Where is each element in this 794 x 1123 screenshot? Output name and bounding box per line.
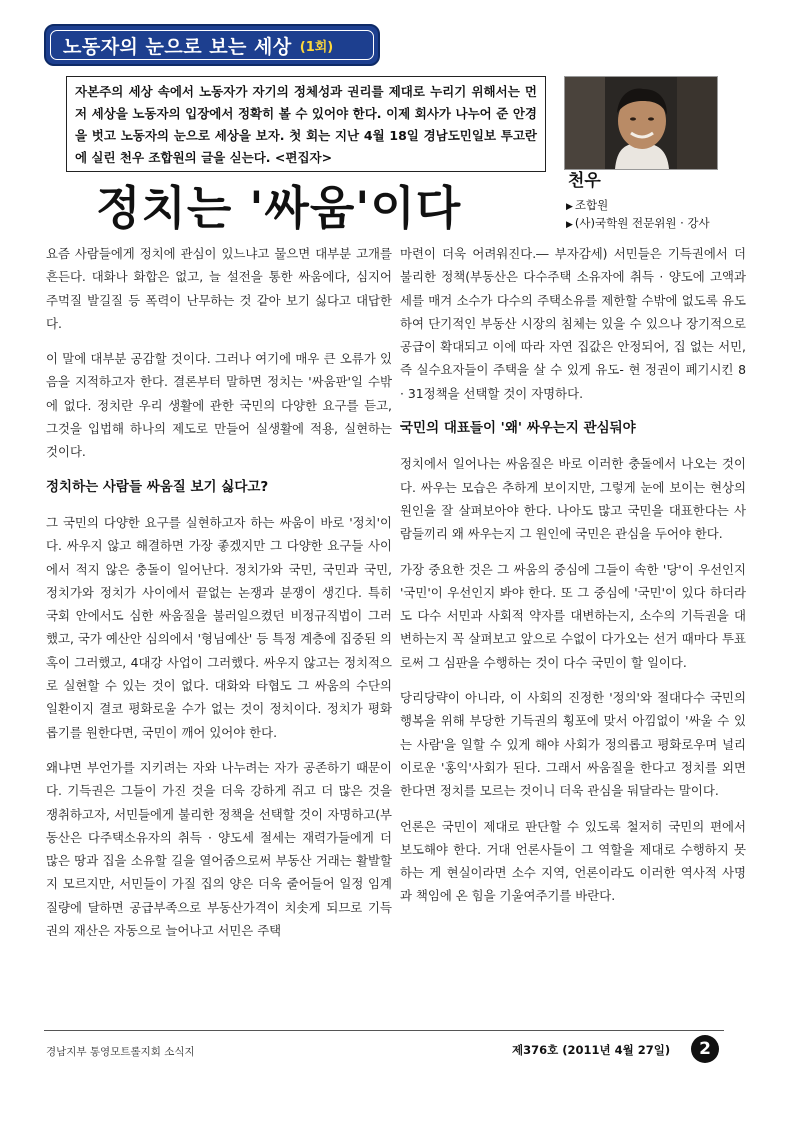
series-number: (1회) bbox=[299, 39, 334, 55]
article-right-column bbox=[400, 242, 746, 920]
paragraph: 왜냐면 부언가를 지키려는 자와 나누려는 자가 공존하기 때문이다. 기득권은 그들이 가진 것을 더욱 강하게 쥐고 더 많은 것을 쟁취하고자, 서민들에게 불리한 정책을 선택할 것이 자명하고(부동산은 다주택소유자의 취득 · 양도세 절세는 재력가들에게 더 많은 땅과 집을 소유할 길을 열어줌으로써 부동산 거래는 활발할지 모르지만, 서민들이 가질 집의 양은 더욱 줄어들어 일정 임계질량에 달하면 공급부족으로 부동산가격이 치솟게 되므로 기득권의 재산은 자동으로 늘어나고 서민은 주택 bbox=[46, 759, 392, 939]
series-badge bbox=[44, 24, 380, 66]
triangle-bullet-icon: ▶ bbox=[566, 220, 573, 230]
author-photo bbox=[564, 76, 718, 170]
article-headline: 정치는 '싸움'이다 bbox=[96, 181, 462, 235]
footer-issue: 제376호 (2011년 4월 27일) bbox=[512, 1043, 671, 1057]
footer-divider bbox=[44, 1030, 724, 1031]
section-heading: 국민의 대표들이 '왜' 싸우는지 관심둬야 bbox=[400, 420, 636, 437]
paragraph: 이 말에 대부분 공감할 것이다. 그러나 여기에 매우 큰 오류가 있음을 지적하고자 한다. 결론부터 말하면 정치는 '싸움판'일 수밖에 없다. 정치란 우리 생활에 관한 국민의 다양한 요구를 듣고, 그것을 입법해 하나의 제도로 만들어 실생활에 적용, 실현하는 것이다. bbox=[46, 351, 392, 460]
paragraph: 요즘 사람들에게 정치에 관심이 있느냐고 물으면 대부분 고개를 흔든다. 대화나 화합은 없고, 늘 설전을 통한 싸움에다, 심지어 주먹질 발길질 등 폭력이 난무하는 것 같아 보기 싫다고 대답한다. bbox=[46, 246, 392, 331]
paragraph: 그 국민의 다양한 요구를 실현하고자 하는 싸움이 바로 '정치'이다. 싸우지 않고 해결하면 가장 좋겠지만 그 다양한 요구들 사이에서 적지 않은 충돌이 일어난다. 정치가와 국민, 국민과 국민, 정치가와 정치가 사이에서 끝없는 논쟁과 분쟁이 생긴다. 특히 국회 안에서도 심한 싸움질을 불러일으켰던 비정규직법이 그러했고, 국가 예산안 심의에서 '형님예산' 등 특정 계층에 집중된 의혹이 그러했고, 4대강 사업이 그러했다. 싸우지 않고는 정치적으로 실현할 수 있는 것이 없다. 대화와 타협도 그 싸움의 수단의 일환이지 결코 평화로울 수가 없는 것이 정치이다. 정치가 평화롭기를 원한다면, 국민이 깨어 있어야 한다. bbox=[46, 514, 392, 740]
paragraph: 당리당략이 아니라, 이 사회의 진정한 '정의'와 절대다수 국민의 행복을 위해 부당한 기득권의 횡포에 맞서 아낌없이 '싸울 수 있는 사람'을 일할 수 있게 해야 사회가 정의롭고 평화로우며 널리 이로운 '홍익'사회가 된다. 그래서 싸움질을 한다고 정치를 외면한다면 정치를 모르는 것이니 더욱 관심을 둬달라는 말이다. bbox=[400, 690, 746, 799]
byline-role-title-text: (사)국학원 전문위원 · 강사 bbox=[574, 216, 710, 230]
footer-organization: 경남지부 통영모트롤지회 소식지 bbox=[46, 1046, 195, 1058]
paragraph: 정치에서 일어나는 싸움질은 바로 이러한 충돌에서 나오는 것이다. 싸우는 모습은 추하게 보이지만, 그렇게 눈에 보이는 현상의 원인을 잘 살펴보아야 한다. 나아도 많고 국민을 대표한다는 사람들끼리 왜 싸우는지 그 원인에 국민은 관심을 두어야 한다. bbox=[400, 456, 746, 542]
paragraph: 가장 중요한 것은 그 싸움의 중심에 그들이 속한 '당'이 우선인지 '국민'이 우선인지 봐야 한다. 또 그 중심에 '국민'이 있다 하더라도 다수 서민과 사회적 약자를 대변하는지, 소수의 기득권을 대변하는지 꼭 살펴보고 앞으로 수없이 다가오는 선거 때마다 투표로써 그 심판을 수행하는 것이 다수 국민이 할 일이다. bbox=[400, 561, 746, 670]
paragraph: 언론은 국민이 제대로 판단할 수 있도록 철저히 국민의 편에서 보도해야 한다. 거대 언론사들이 그 역할을 제대로 수행하지 못하는 게 현실이라면 소수 지역, 언론이라도 이러한 역사적 사명과 책임에 온 힘을 기울여주기를 바란다. bbox=[400, 818, 746, 904]
byline-role-title bbox=[566, 215, 710, 231]
byline-role-member bbox=[566, 197, 608, 213]
series-badge-frame bbox=[50, 30, 374, 60]
author-photo-image bbox=[565, 77, 717, 169]
section-heading: 정치하는 사람들 싸움질 보기 싫다고? bbox=[46, 478, 269, 495]
editor-note-box: 자본주의 세상 속에서 노동자가 자기의 정체성과 권리를 제대로 누리기 위해서는 먼저 세상을 노동자의 입장에서 정확히 볼 수 있어야 한다. 이제 회사가 나누어 준 안경을 벗고 노동자의 눈으로 세상을 보자. 첫 회는 지난 4월 18일 경남도민일보 투고란에 실린 천우 조합원의 글을 싣는다. <편집자> bbox=[66, 76, 546, 172]
article-left-column bbox=[46, 242, 392, 954]
triangle-bullet-icon: ▶ bbox=[566, 202, 573, 212]
paragraph: 마련이 더욱 어려워진다.― 부자감세) 서민들은 기득권에서 더 불리한 정책(부동산은 다수주택 소유자에 취득 · 양도에 고액과세를 매겨 소수가 다수의 주택소유를 제한할 수밖에 없도록 유도하여 단기적인 부동산 시장의 침체는 있을 수 있으나 장기적으로 공급이 확대되고 이에 따라 자연 집값은 안정되어, 집 없는 서민, 즉 실수요자들이 주택을 살 수 있게 유도- 현 정권이 폐기시킨 8 · 31정책을 선택할 것이 자명하다. bbox=[400, 246, 746, 401]
byline-role-member-text: 조합원 bbox=[574, 198, 609, 212]
page-number: 2 bbox=[691, 1035, 719, 1063]
series-title: 노동자의 눈으로 보는 세상 bbox=[63, 35, 292, 58]
byline-name: 천우 bbox=[568, 171, 601, 191]
